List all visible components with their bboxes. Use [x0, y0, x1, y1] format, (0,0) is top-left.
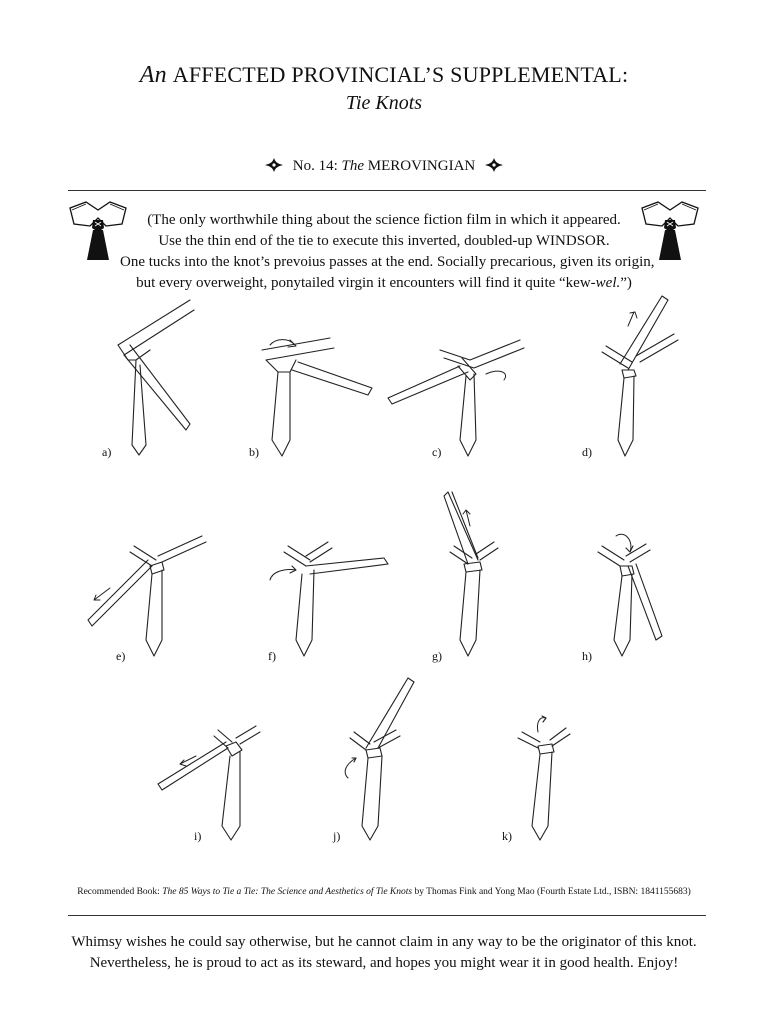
step-h-diagram — [598, 534, 662, 656]
book-label: Recommended Book: — [77, 887, 160, 897]
step-label-a: a) — [102, 445, 112, 459]
step-label-d: d) — [582, 445, 592, 459]
step-label-j: j) — [333, 829, 341, 843]
step-c-diagram — [388, 340, 524, 456]
intro-close: ”) — [620, 275, 632, 291]
step-label-c: c) — [432, 445, 442, 459]
step-d-diagram — [602, 296, 678, 456]
step-g-diagram — [444, 492, 498, 656]
step-label-f: f) — [268, 649, 276, 663]
title-prefix: An — [139, 62, 167, 88]
step-j-diagram — [345, 678, 414, 840]
step-a-diagram — [118, 300, 194, 455]
knot-the: The — [341, 158, 364, 174]
footer-line: Whimsy wishes he could say otherwise, but he cannot claim in any way to be the originator of this knot. — [71, 934, 697, 950]
footer-note — [0, 932, 768, 974]
book-title: The 85 Ways to Tie a Tie: The Science and Aesthetics of Tie Knots — [162, 887, 413, 897]
intro-line: Use the thin end of the tie to execute this inverted, doubled-up WINDSOR. — [158, 233, 610, 249]
intro-line: One tucks into the knot’s prevoius passes at the end. Socially precarious, given its origin, — [120, 254, 655, 270]
step-label-h: h) — [582, 649, 592, 663]
intro-line: (The only worthwhile thing about the science fiction film in which it appeared. — [147, 212, 621, 228]
title-main: AFFECTED PROVINCIAL’S SUPPLEMENTAL: — [172, 62, 629, 87]
step-f-diagram — [270, 542, 388, 656]
step-label-g: g) — [432, 649, 442, 663]
knot-number: No. 14: — [292, 158, 338, 174]
book-details: by Thomas Fink and Yong Mao (Fourth Estate Ltd., ISBN: 1841155683) — [414, 887, 691, 897]
step-label-e: e) — [116, 649, 126, 663]
step-label-k: k) — [502, 829, 512, 843]
knot-name: MEROVINGIAN — [367, 158, 476, 174]
footer-line: Nevertheless, he is proud to act as its steward, and hopes you might wear it in good health. Enjoy! — [89, 955, 679, 971]
step-i-diagram — [158, 726, 260, 840]
page-subtitle: Tie Knots — [345, 92, 423, 114]
recommended-book — [0, 887, 768, 897]
step-k-diagram — [518, 716, 570, 840]
step-label-i: i) — [194, 829, 202, 843]
step-b-diagram — [262, 338, 372, 456]
step-label-b: b) — [249, 445, 259, 459]
intro-line: but every overweight, ponytailed virgin it encounters will find it quite “kew- — [136, 275, 596, 291]
footer-divider — [68, 915, 706, 916]
step-e-diagram — [88, 536, 206, 656]
intro-emphasis: wel. — [595, 275, 621, 291]
